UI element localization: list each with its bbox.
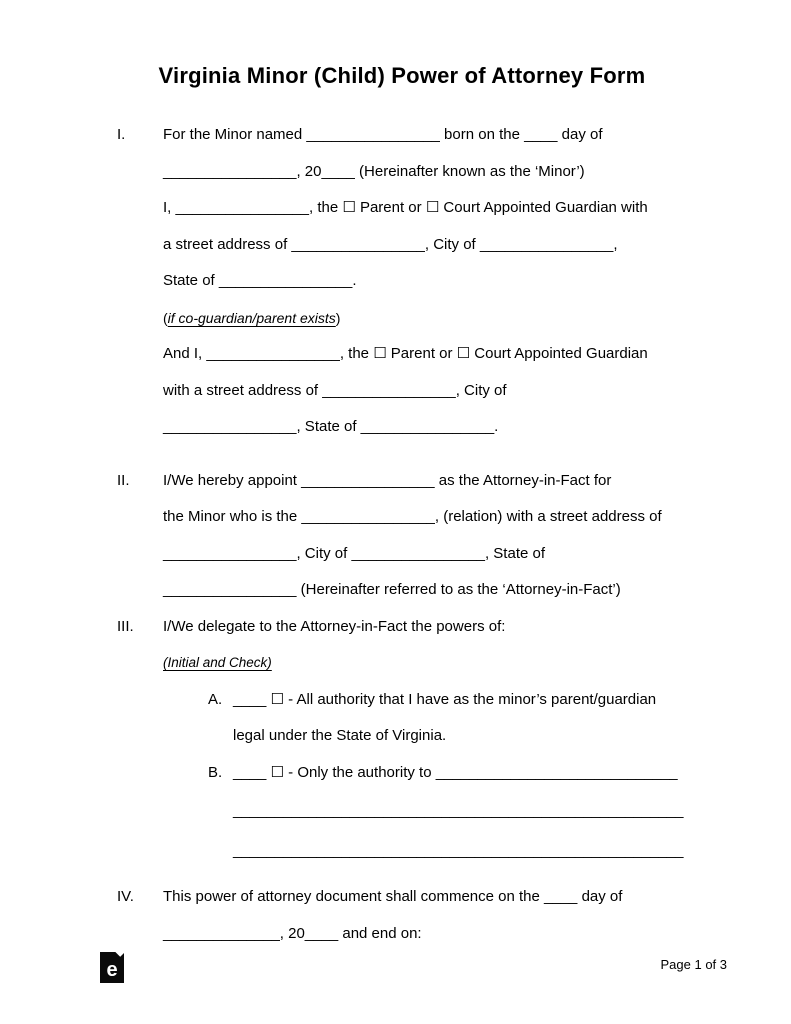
section-iv [117,879,697,952]
form-line: ________________, 20____ (Hereinafter known as the ‘Minor’) [163,162,585,180]
co-guardian-note-text: if co-guardian/parent exists [167,309,336,326]
section-ii-numeral: II. [117,471,130,489]
section-iii-numeral: III. [117,617,134,635]
note-close-paren: ) [335,309,341,326]
form-line: the Minor who is the ________________, (relation) with a street address of [163,508,662,525]
form-line: And I, ________________, the ☐ Parent or ☐ Court Appointed Guardian [163,345,648,362]
subitem-b-marker: B. [208,763,223,781]
page-indicator: Page 1 of 3 [660,957,727,972]
form-line: I, ________________, the ☐ Parent or ☐ Court Appointed Guardian with [163,199,648,216]
form-line: legal under the State of Virginia. [233,727,447,744]
form-line: ________________, State of ________________. [163,418,499,435]
document-content [117,63,697,952]
subitem-a-marker: A. [208,690,223,708]
form-line: ____ ☐ - Only the authority to _____________________________ [233,763,678,781]
section-i-numeral: I. [117,126,126,143]
section-iv-numeral: IV. [117,888,134,905]
eforms-logo-icon [100,952,124,983]
subitem-a [163,682,697,755]
blank-fill-line: ______________________________________________________ [233,842,684,859]
initial-and-check-note: (Initial and Check) [163,655,272,670]
form-line: For the Minor named ________________ born on the ____ day of [163,126,603,143]
form-line: ______________, 20____ and end on: [163,924,422,942]
blank-fill-line: ______________________________________________________ [233,802,684,819]
section-iii-body [163,609,697,872]
note-open-paren: ( [163,309,168,326]
eforms-logo-letter: e [106,959,118,981]
form-line: with a street address of ________________, City of [163,381,507,399]
section-ii [117,463,697,609]
section-i [117,117,697,446]
section-iii [117,609,697,872]
form-line: ________________ (Hereinafter referred to as the ‘Attorney-in-Fact’) [163,581,621,598]
subitem-b [163,755,697,872]
form-line: I/We delegate to the Attorney-in-Fact the powers of: [163,617,506,635]
form-line: I/We hereby appoint ________________ as the Attorney-in-Fact for [163,471,612,489]
subitem-a-body [233,682,697,755]
section-ii-body [163,463,697,609]
form-line: a street address of ________________, City of ________________, [163,235,618,253]
subitem-b-body [233,755,697,872]
co-guardian-note [163,300,697,337]
section-iv-body [163,879,697,952]
form-line: ________________, City of ________________, State of [163,544,546,562]
section-i-body [163,117,697,446]
form-line: State of ________________. [163,272,357,289]
form-line: ____ ☐ - All authority that I have as the minor’s parent/guardian [233,690,657,708]
page-title: Virginia Minor (Child) Power of Attorney Form [158,63,646,88]
form-line: This power of attorney document shall commence on the ____ day of [163,888,623,905]
